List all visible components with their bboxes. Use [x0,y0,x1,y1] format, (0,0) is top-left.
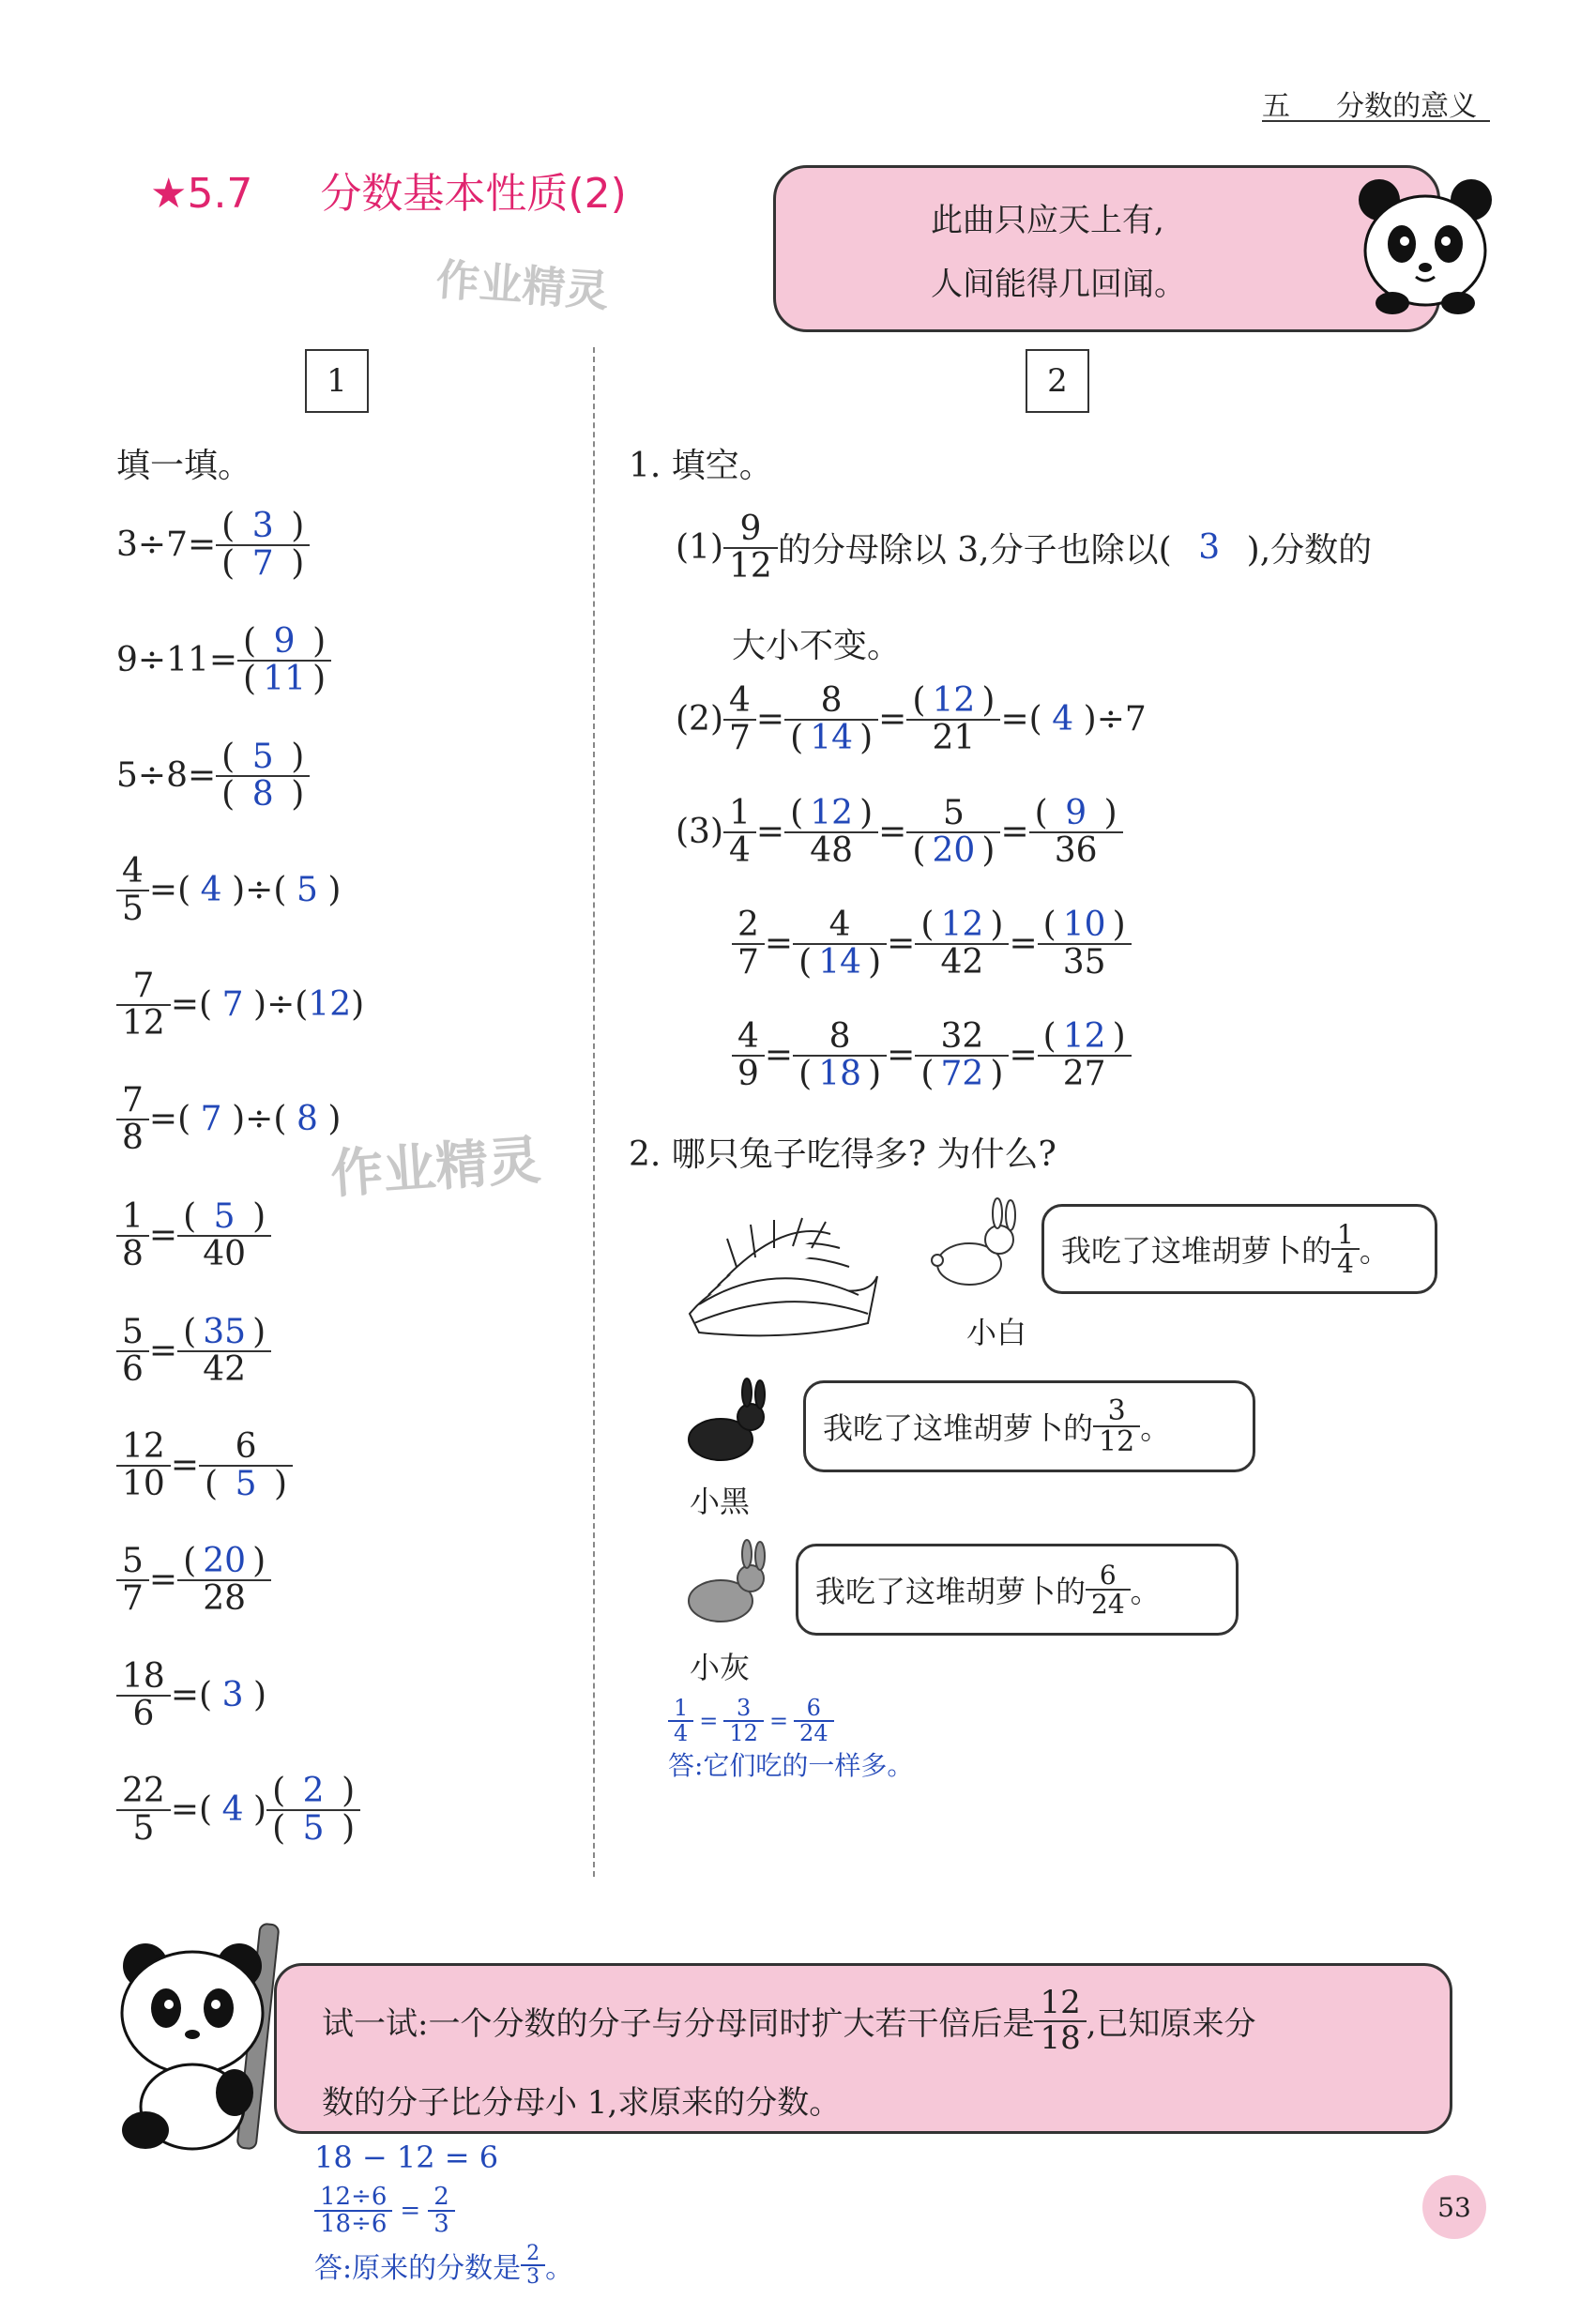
q1-fraction: $\frac{( 3 )}{( 7 )}$ [216,509,310,582]
p2-n3-answer: 12 [932,681,976,720]
left-q4: $\frac{4}{5}$ = ( 4 )÷( 5 ) [116,854,341,927]
q6-a-answer: 7 [200,1100,222,1139]
rabbit-3-name: 小灰 [690,1650,751,1685]
lesson-name: 分数基本性质(2) [320,170,627,218]
trial-line-1: 试一试:一个分数的分子与分母同时扩大若干倍后是 $\frac{12}{18}$ ,已知原来分 [322,1984,1256,2057]
column-divider [593,347,595,1877]
panda-bamboo-icon [108,1914,305,2158]
q3-num-answer: 5 [251,738,274,776]
quote-box [773,165,1440,332]
right-p3c: $\frac{4}{9}$ = $\frac{8}{( 18 )}$ = $\frac{32}{( 72 )}$ = $\frac{( 12 )}{27}$ [732,1019,1132,1092]
section-box-2: 2 [1026,349,1089,413]
p2-div-answer: 4 [1052,700,1074,739]
q12-den-answer: 5 [302,1808,325,1848]
right-p1: (1) $\frac{9}{12}$ 的分母除以 3,分子也除以( 3 ),分数的 [676,510,1373,586]
black-rabbit-icon [676,1378,779,1471]
watermark-2: 作业精灵 [328,1130,543,1206]
rabbit-1-bubble: 我吃了这堆胡萝卜的 $\frac{1}{4}$ 。 [1041,1204,1437,1294]
q2-num-answer: 9 [273,622,296,661]
q9-answer: 5 [235,1464,257,1503]
q5-a-answer: 7 [221,985,244,1025]
lesson-title [150,160,627,220]
q8-answer: 35 [203,1313,247,1351]
rabbit-work: $\frac{1}{4}$ = $\frac{3}{12}$ = $\frac{6}{24}$ [668,1697,834,1745]
quote-line-1: 此曲只应天上有, [931,202,1164,239]
left-q10: $\frac{5}{7}$ = $\frac{( 20 )}{28}$ [116,1544,271,1617]
section-box-1: 1 [305,349,369,413]
header-chapter: 分数的意义 [1336,90,1478,123]
right-p2: (2) $\frac{4}{7}$ = $\frac{8}{( 14 )}$ = $\frac{( 12 )}{21}$ = ( 4 )÷7 [676,681,1147,757]
q6-fraction: $\frac{7}{8}$ [116,1083,149,1156]
left-q3 [116,739,310,813]
q4-b-answer: 5 [296,871,318,910]
watermark: 作业精灵 [434,253,611,317]
right-p3a: (3) $\frac{1}{4}$ = $\frac{( 12 )}{48}$ = $\frac{5}{( 20 )}$ = $\frac{( 9 )}{36}$ [676,796,1123,869]
left-q2 [116,624,331,697]
gray-rabbit-icon [676,1539,779,1633]
lesson-number: 5.7 [187,170,253,218]
q3-fraction: $\frac{( 5 )}{( 8 )}$ [216,739,310,813]
left-q11: $\frac{18}{6}$ = ( 3 ) [116,1659,266,1732]
trial-box [274,1963,1452,2134]
right-heading: 1. 填空。 [629,447,773,485]
q2-fraction: $\frac{( 9 )}{( 11 )}$ [237,624,331,697]
q12-num-answer: 2 [302,1772,325,1810]
right-q2: 2. 哪只兔子吃得多? 为什么? [629,1135,1056,1174]
left-heading: 填一填。 [116,447,252,485]
rabbit-answer: 答:它们吃的一样多。 [668,1750,914,1781]
quote-line-2: 人间能得几回闻。 [931,266,1186,303]
panda-head-icon [1355,174,1496,314]
q1-den-answer: 7 [251,543,274,583]
q2-lhs: 9÷11= [116,641,238,680]
left-q5: $\frac{7}{12}$ = ( 7 )÷( 12 ) [116,968,364,1042]
q4-fraction: $\frac{4}{5}$ [116,854,149,927]
left-q1 [116,509,310,582]
carrot-pile-icon [680,1201,887,1342]
left-q7: $\frac{1}{8}$ = $\frac{( 5 )}{40}$ [116,1199,271,1272]
header-section: 五 [1262,90,1290,123]
left-q6: $\frac{7}{8}$ = ( 7 )÷( 8 ) [116,1083,341,1156]
q6-b-answer: 8 [296,1100,318,1139]
rabbit-3-bubble: 我吃了这堆胡萝卜的 $\frac{6}{24}$ 。 [796,1544,1239,1636]
page-header [1262,83,1490,122]
q1-num-answer: 3 [251,507,274,545]
white-rabbit-icon [924,1196,1027,1300]
p1-answer: 3 [1198,528,1221,568]
left-q8: $\frac{5}{6}$ = $\frac{( 35 )}{42}$ [116,1315,271,1388]
right-p1-cont: 大小不变。 [732,627,902,665]
trial-line-2: 数的分子比分母小 1,求原来的分数。 [322,2084,842,2122]
rabbit-2-bubble: 我吃了这堆胡萝卜的 $\frac{3}{12}$ 。 [803,1380,1255,1472]
q5-fraction: $\frac{7}{12}$ [116,968,171,1042]
trial-work-1: 18 − 12 = 6 [314,2140,499,2175]
star-icon: ★ [150,170,188,218]
q7-answer: 5 [213,1197,236,1236]
q4-a-answer: 4 [200,871,222,910]
q10-answer: 20 [203,1542,247,1580]
left-q12: $\frac{22}{5}$ = ( 4 ) $\frac{( 2 )}{( 5 )}$ [116,1774,360,1847]
right-p3b: $\frac{2}{7}$ = $\frac{4}{( 14 )}$ = $\frac{( 12 )}{42}$ = $\frac{( 10 )}{35}$ [732,907,1132,981]
q11-answer: 3 [221,1676,244,1715]
rabbit-1-name: 小白 [966,1315,1027,1350]
q12-whole-answer: 4 [221,1790,244,1830]
q1-lhs: 3÷7= [116,525,217,565]
q5-b-answer: 12 [308,985,352,1025]
page-number: 53 [1422,2175,1486,2239]
trial-work-2: $\frac{12\div 6}{18\div 6}$ = $\frac{2}{3}$ [314,2185,455,2238]
p2-d2-answer: 14 [810,718,854,757]
left-q9: $\frac{12}{10}$ = $\frac{6}{( 5 )}$ [116,1429,293,1502]
q3-lhs: 5÷8= [116,756,217,796]
q3-den-answer: 8 [251,774,274,814]
q2-den-answer: 11 [263,659,306,698]
rabbit-2-name: 小黑 [690,1484,751,1519]
trial-answer: 答:原来的分数是 $\frac{2}{3}$ 。 [314,2242,574,2290]
